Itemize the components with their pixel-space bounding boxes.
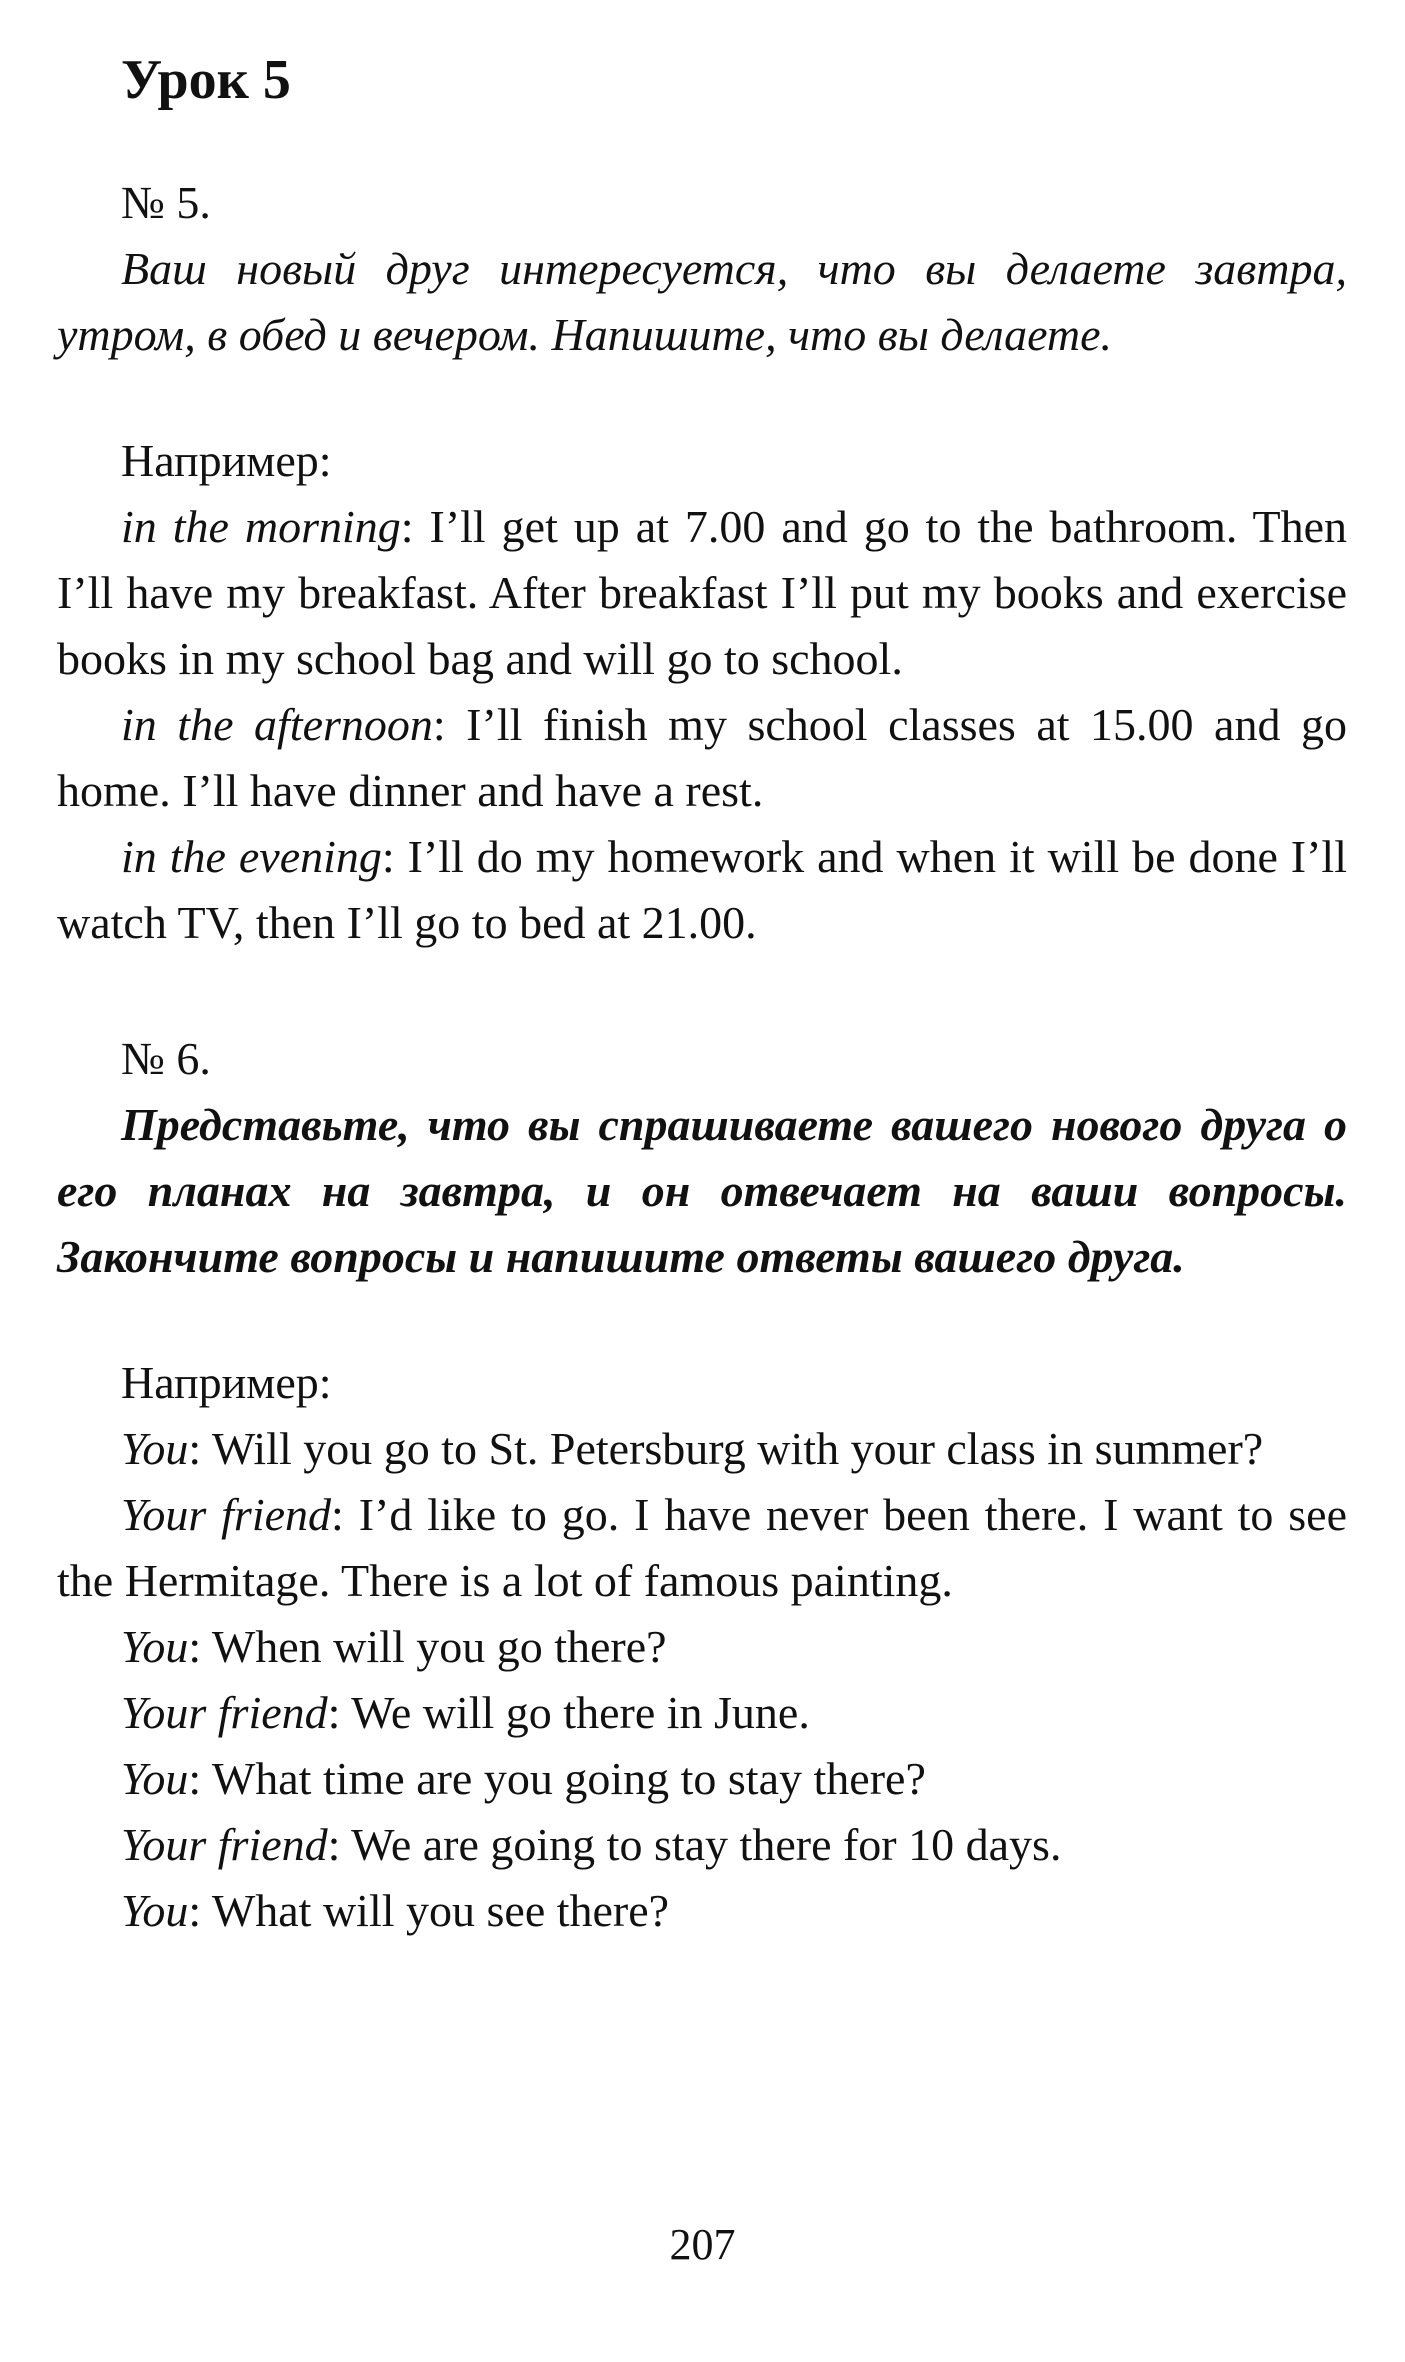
exercise-number: № 6.: [121, 1033, 211, 1084]
dialogue-line: [57, 1482, 1347, 1614]
dialogue-text: : What will you see there?: [188, 1885, 670, 1936]
exercise-6: [57, 1026, 1347, 1944]
speaker-label: You: [121, 1621, 189, 1672]
dialogue-text: : We will go there in June.: [327, 1687, 810, 1738]
dialogue-line: [57, 1812, 1347, 1878]
example-label: Например:: [121, 435, 332, 486]
speaker-label: Your friend: [121, 1489, 332, 1540]
dialogue-line: [57, 1614, 1347, 1680]
dialogue-line: [57, 1680, 1347, 1746]
paragraph-text: : I’ll finish my school classes at 15.00 and go home. I’ll have dinner and have a rest.: [57, 699, 1347, 816]
page-number: 207: [669, 2220, 736, 2269]
paragraph-text: : I’ll get up at 7.00 and go to the bathroom. Then I’ll have my breakfast. After breakfast I’ll put my books and exercise books in my school bag and will go to school.: [57, 501, 1347, 684]
dialogue-line: [57, 1416, 1347, 1482]
paragraph-text: : I’ll do my homework and when it will be done I’ll watch TV, then I’ll go to bed at 21.00.: [57, 831, 1347, 948]
exercise-instruction: Представьте, что вы спрашиваете вашего нового друга о его планах на завтра, и он отвечает на ваши вопросы. Закончите вопросы и напишите ответы вашего друга.: [57, 1099, 1347, 1282]
dialogue-line: [57, 1878, 1347, 1944]
exercise-5: [57, 170, 1347, 956]
time-of-day-label: in the morning: [121, 501, 401, 552]
dialogue-text: : Will you go to St. Petersburg with your class in summer?: [188, 1423, 1264, 1474]
exercise-number: № 5.: [121, 177, 211, 228]
speaker-label: You: [121, 1885, 189, 1936]
exercise-instruction: Ваш новый друг интересуется, что вы делаете завтра, утром, в обед и вечером. Напишите, что вы делаете.: [57, 243, 1347, 360]
dialogue-text: : We are going to stay there for 10 days.: [327, 1819, 1062, 1870]
section-spacer: [57, 956, 1347, 1026]
speaker-label: Your friend: [121, 1687, 328, 1738]
textbook-page: [57, 40, 1347, 1944]
example-paragraph: [57, 824, 1347, 956]
example-paragraph: [57, 494, 1347, 692]
speaker-label: You: [121, 1423, 189, 1474]
dialogue-text: : I’d like to go. I have never been there. I want to see the Hermitage. There is a lot of famous painting.: [57, 1489, 1348, 1606]
dialogue-line: [57, 1746, 1347, 1812]
speaker-label: You: [121, 1753, 189, 1804]
example-label: Например:: [121, 1357, 332, 1408]
dialogue-text: : When will you go there?: [188, 1621, 667, 1672]
time-of-day-label: in the afternoon: [121, 699, 433, 750]
example-paragraph: [57, 692, 1347, 824]
lesson-title: Урок 5: [121, 49, 291, 111]
time-of-day-label: in the evening: [121, 831, 382, 882]
speaker-label: Your friend: [121, 1819, 328, 1870]
dialogue-text: : What time are you going to stay there?: [188, 1753, 926, 1804]
